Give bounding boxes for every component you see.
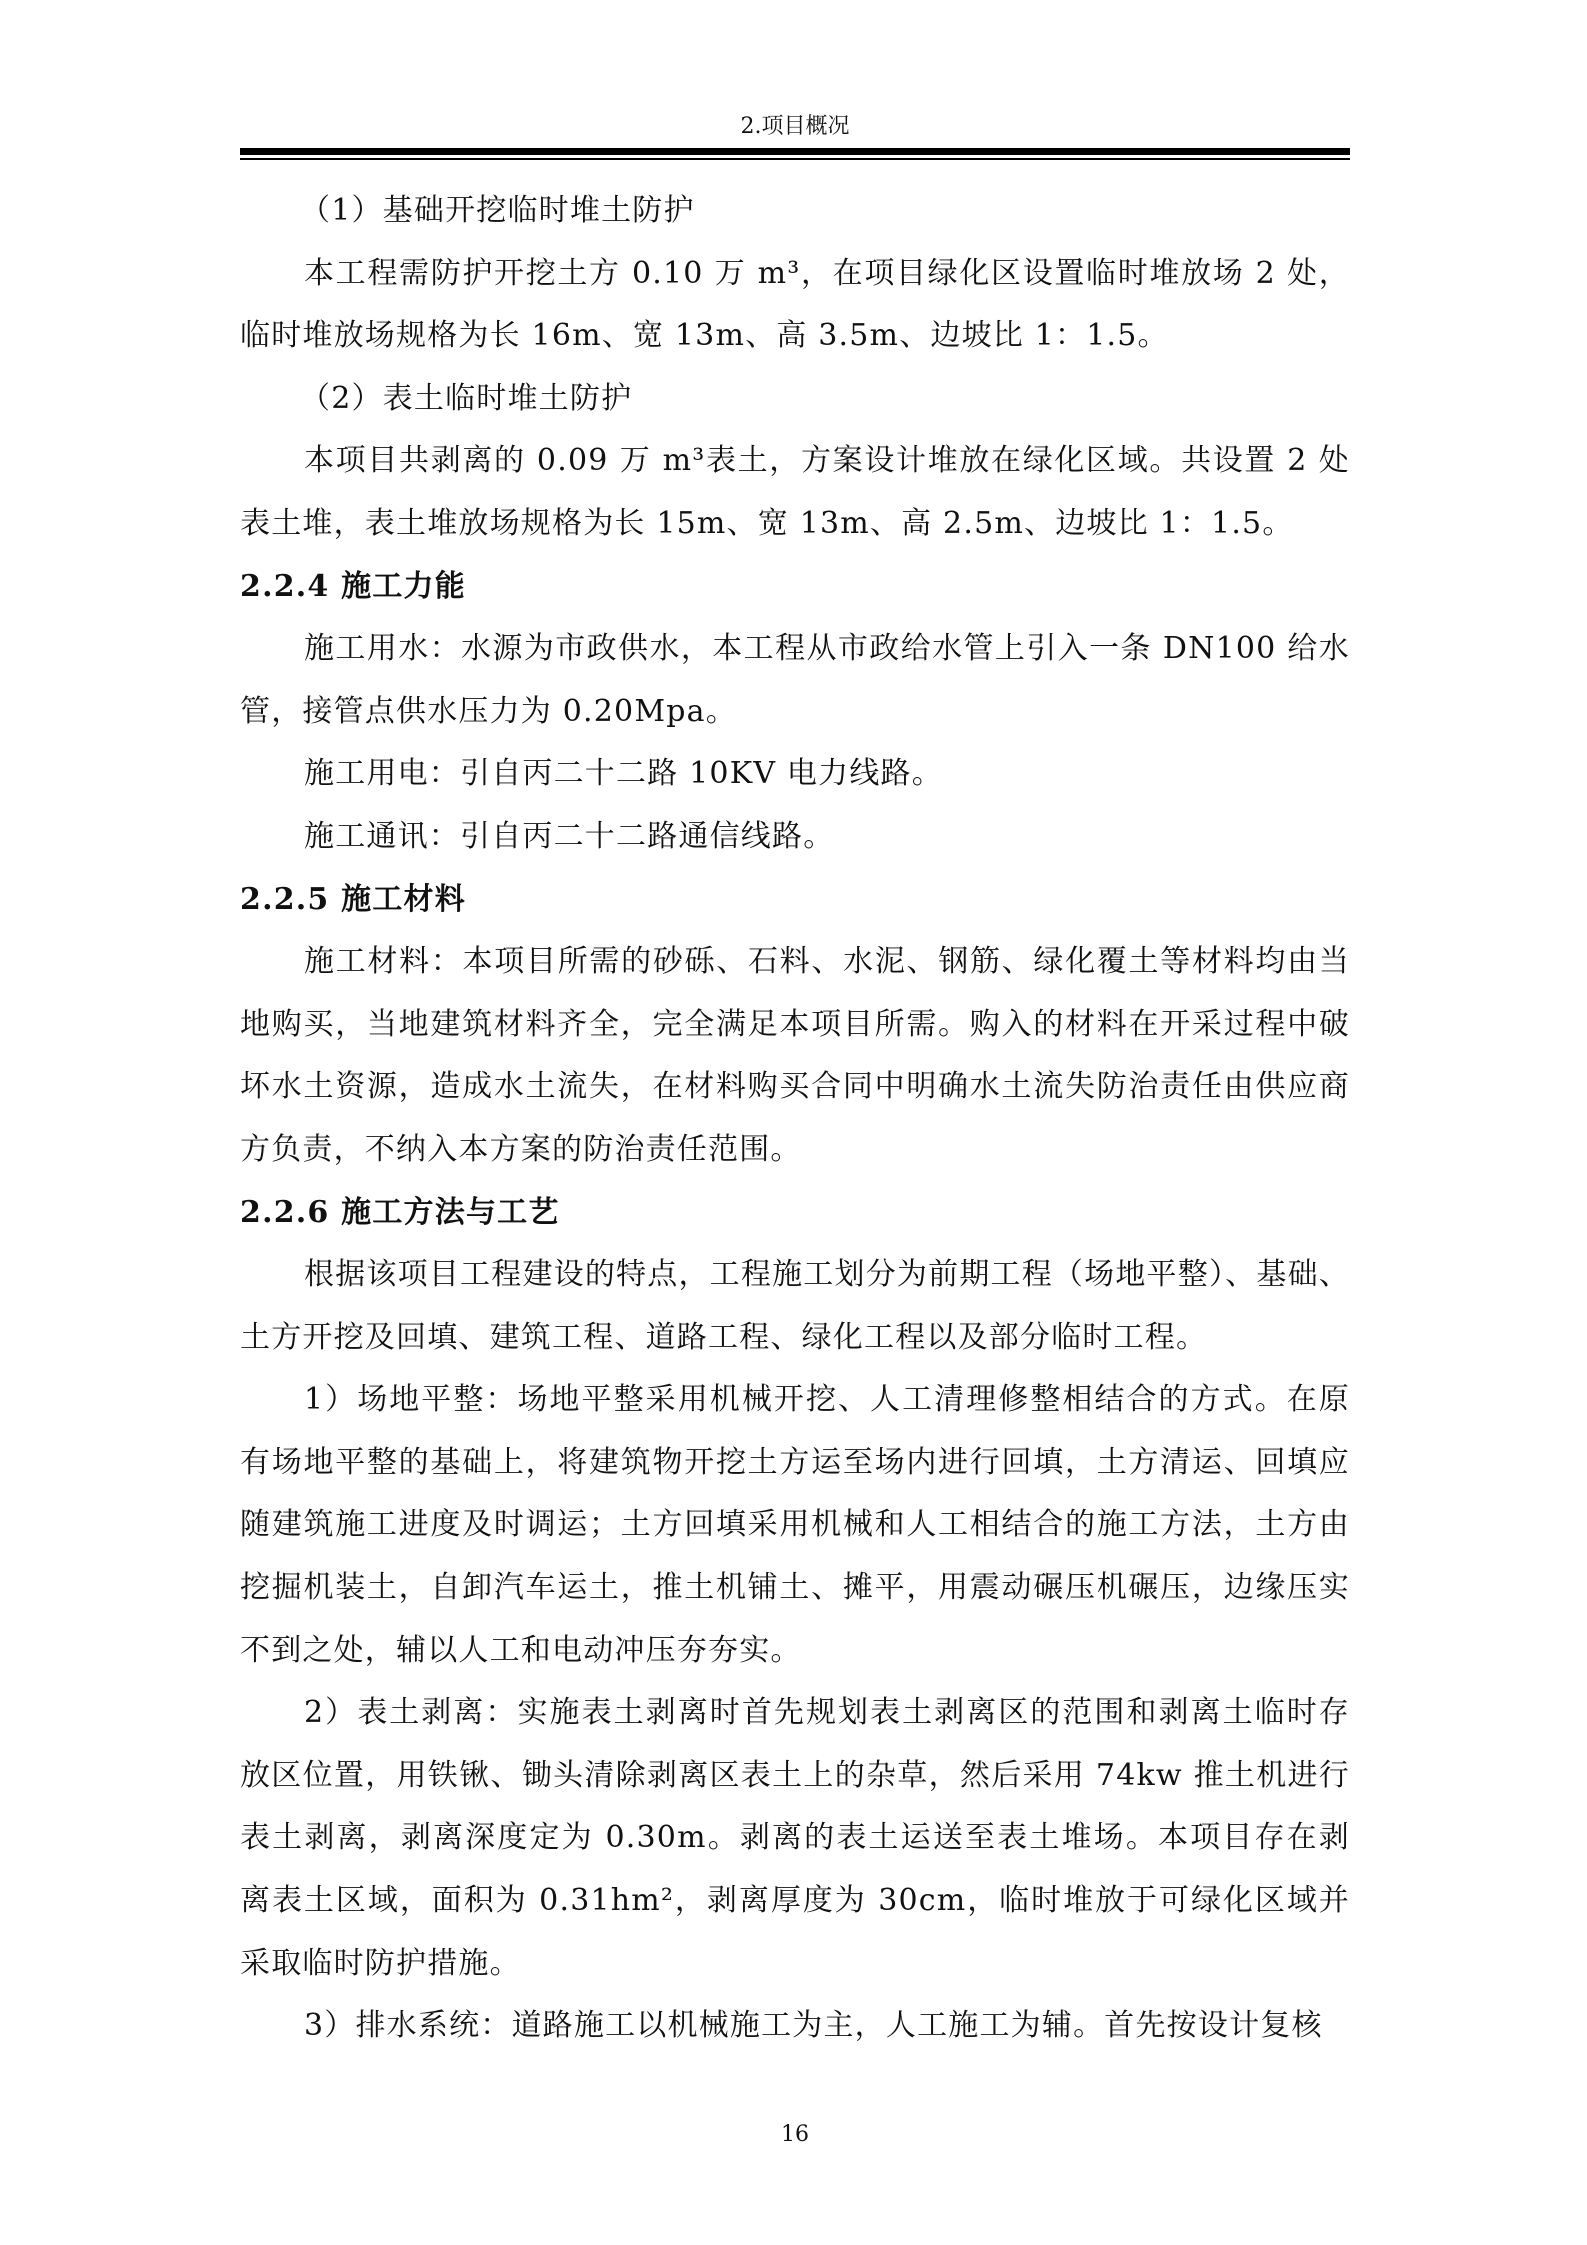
- section-heading-2-2-6: 2.2.6 施工方法与工艺: [240, 1194, 560, 1230]
- paragraph: 施工材料：本项目所需的砂砾、石料、水泥、钢筋、绿化覆土等材料均由当地购买，当地建筑材料齐全，完全满足本项目所需。购入的材料在开采过程中破坏水土资源，造成水土流失，在材料购买合同中明确水土流失防治责任由供应商方负责，不纳入本方案的防治责任范围。: [240, 944, 1350, 1167]
- paragraph: 本工程需防护开挖土方 0.10 万 m³，在项目绿化区设置临时堆放场 2 处，临时堆放场规格为长 16m、宽 13m、高 3.5m、边坡比 1：1.5。: [240, 255, 1350, 354]
- paragraph: 2）表土剥离：实施表土剥离时首先规划表土剥离区的范围和剥离土临时存放区位置，用铁锹、锄头清除剥离区表土上的杂草，然后采用 74kw 推土机进行表土剥离，剥离深度定为 0.30m。剥离的表土运送至表土堆场。本项目存在剥离表土区域，面积为 0.31hm²，剥离厚度为 30cm，临时堆放于可绿化区域并采取临时防护措施。: [240, 1695, 1350, 1981]
- section-heading-2-2-4: 2.2.4 施工力能: [240, 568, 466, 604]
- paragraph: 3）排水系统：道路施工以机械施工为主，人工施工为辅。首先按设计复核: [304, 2008, 1323, 2044]
- subheading-topsoil-protection: （2）表土临时堆土防护: [300, 380, 633, 416]
- body-text: [240, 180, 1350, 2058]
- paragraph: 本项目共剥离的 0.09 万 m³表土，方案设计堆放在绿化区域。共设置 2 处表土堆，表土堆放场规格为长 15m、宽 13m、高 2.5m、边坡比 1：1.5。: [240, 443, 1350, 541]
- header-rule-thick: [240, 148, 1350, 155]
- paragraph: 施工通讯：引自丙二十二路通信线路。: [304, 818, 835, 854]
- page-header-title: 2.项目概况: [740, 114, 850, 139]
- subheading-foundation-excavation: （1）基础开挖临时堆土防护: [300, 193, 695, 228]
- paragraph: 1）场地平整：场地平整采用机械开挖、人工清理修整相结合的方式。在原有场地平整的基础上，将建筑物开挖土方运至场内进行回填，土方清运、回填应随建筑施工进度及时调运；土方回填采用机械和人工相结合的施工方法，土方由挖掘机装土，自卸汽车运土，推土机铺土、摊平，用震动碾压机碾压，边缘压实不到之处，辅以人工和电动冲压夯夯实。: [240, 1382, 1350, 1668]
- page-number: 16: [781, 2122, 809, 2147]
- paragraph: 施工用电：引自丙二十二路 10KV 电力线路。: [304, 756, 943, 792]
- header-rule-thin: [240, 158, 1350, 160]
- paragraph: 根据该项目工程建设的特点，工程施工划分为前期工程（场地平整）、基础、土方开挖及回填、建筑工程、道路工程、绿化工程以及部分临时工程。: [240, 1257, 1350, 1355]
- section-heading-2-2-5: 2.2.5 施工材料: [240, 881, 466, 917]
- paragraph: 施工用水：水源为市政供水，本工程从市政给水管上引入一条 DN100 给水管，接管点供水压力为 0.20Mpa。: [240, 631, 1350, 729]
